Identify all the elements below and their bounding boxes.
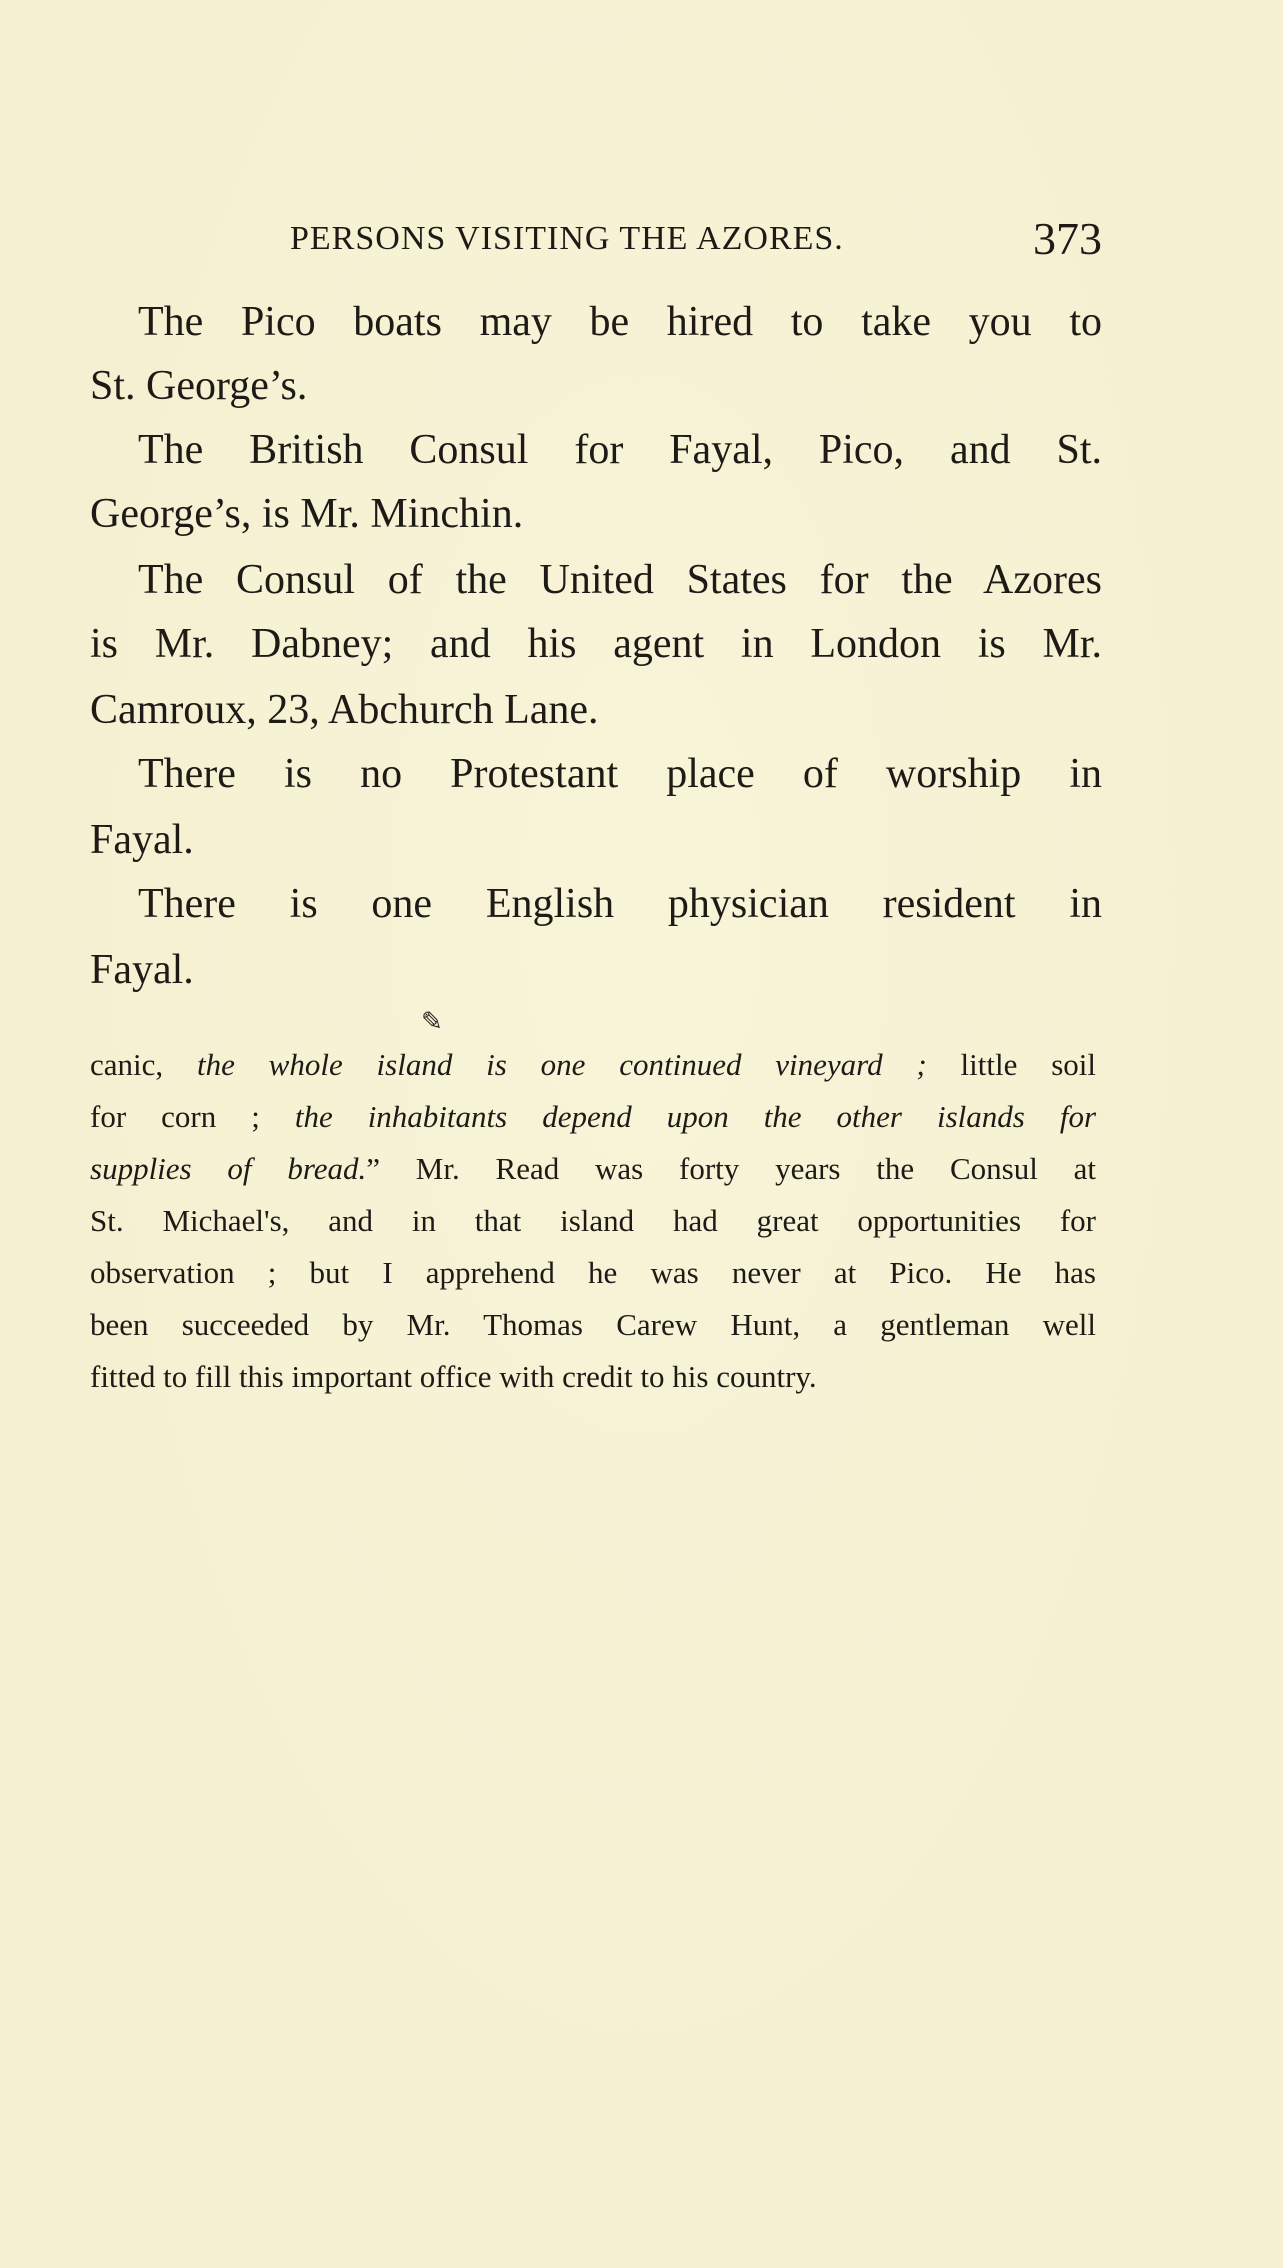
text-line: There is one English physician resident in: [138, 881, 1102, 927]
footnote-line: [90, 1040, 1096, 1090]
text-line: There is no Protestant place of worship in: [138, 751, 1102, 797]
text-line: The Pico boats may be hired to take you to: [138, 299, 1102, 345]
footnote-line: St. Michael's, and in that island had great opportunities for: [90, 1203, 1096, 1238]
footnote-line: [90, 1092, 1096, 1142]
text-line: St. George’s.: [90, 363, 308, 409]
text-line: Camroux, 23, Abchurch Lane.: [90, 687, 599, 733]
footnote-text: little soil: [926, 1047, 1096, 1082]
text-line: The Consul of the United States for the Azores: [138, 557, 1102, 603]
footnote-italic: the whole island is one continued vineyard ;: [196, 1047, 927, 1082]
footnote-text: canic,: [90, 1047, 197, 1082]
pencil-mark-icon: ✎: [421, 1007, 443, 1036]
footnote-line: fitted to fill this important office with credit to his country.: [90, 1359, 817, 1394]
footnote-line: observation ; but I apprehend he was never at Pico. He has: [90, 1255, 1096, 1290]
text-line: Fayal.: [90, 947, 194, 993]
footnote-text: for corn ;: [90, 1099, 295, 1134]
footnote-line: [90, 1144, 1096, 1194]
footnote-line: been succeeded by Mr. Thomas Carew Hunt, a gentleman well: [90, 1307, 1096, 1342]
footnote-italic: supplies of bread.: [90, 1151, 367, 1186]
footnote-italic: the inhabitants depend upon the other islands for: [294, 1099, 1097, 1134]
running-title: PERSONS VISITING THE AZORES.: [290, 220, 844, 257]
footnote-text: ” Mr. Read was forty years the Consul at: [366, 1151, 1096, 1186]
page-number: 373: [1033, 213, 1102, 264]
text-line: George’s, is Mr. Minchin.: [90, 491, 524, 537]
page-header: [90, 212, 1102, 272]
text-line: Fayal.: [90, 817, 194, 863]
text-line: is Mr. Dabney; and his agent in London is Mr.: [90, 621, 1102, 667]
text-line: The British Consul for Fayal, Pico, and St.: [138, 427, 1102, 473]
